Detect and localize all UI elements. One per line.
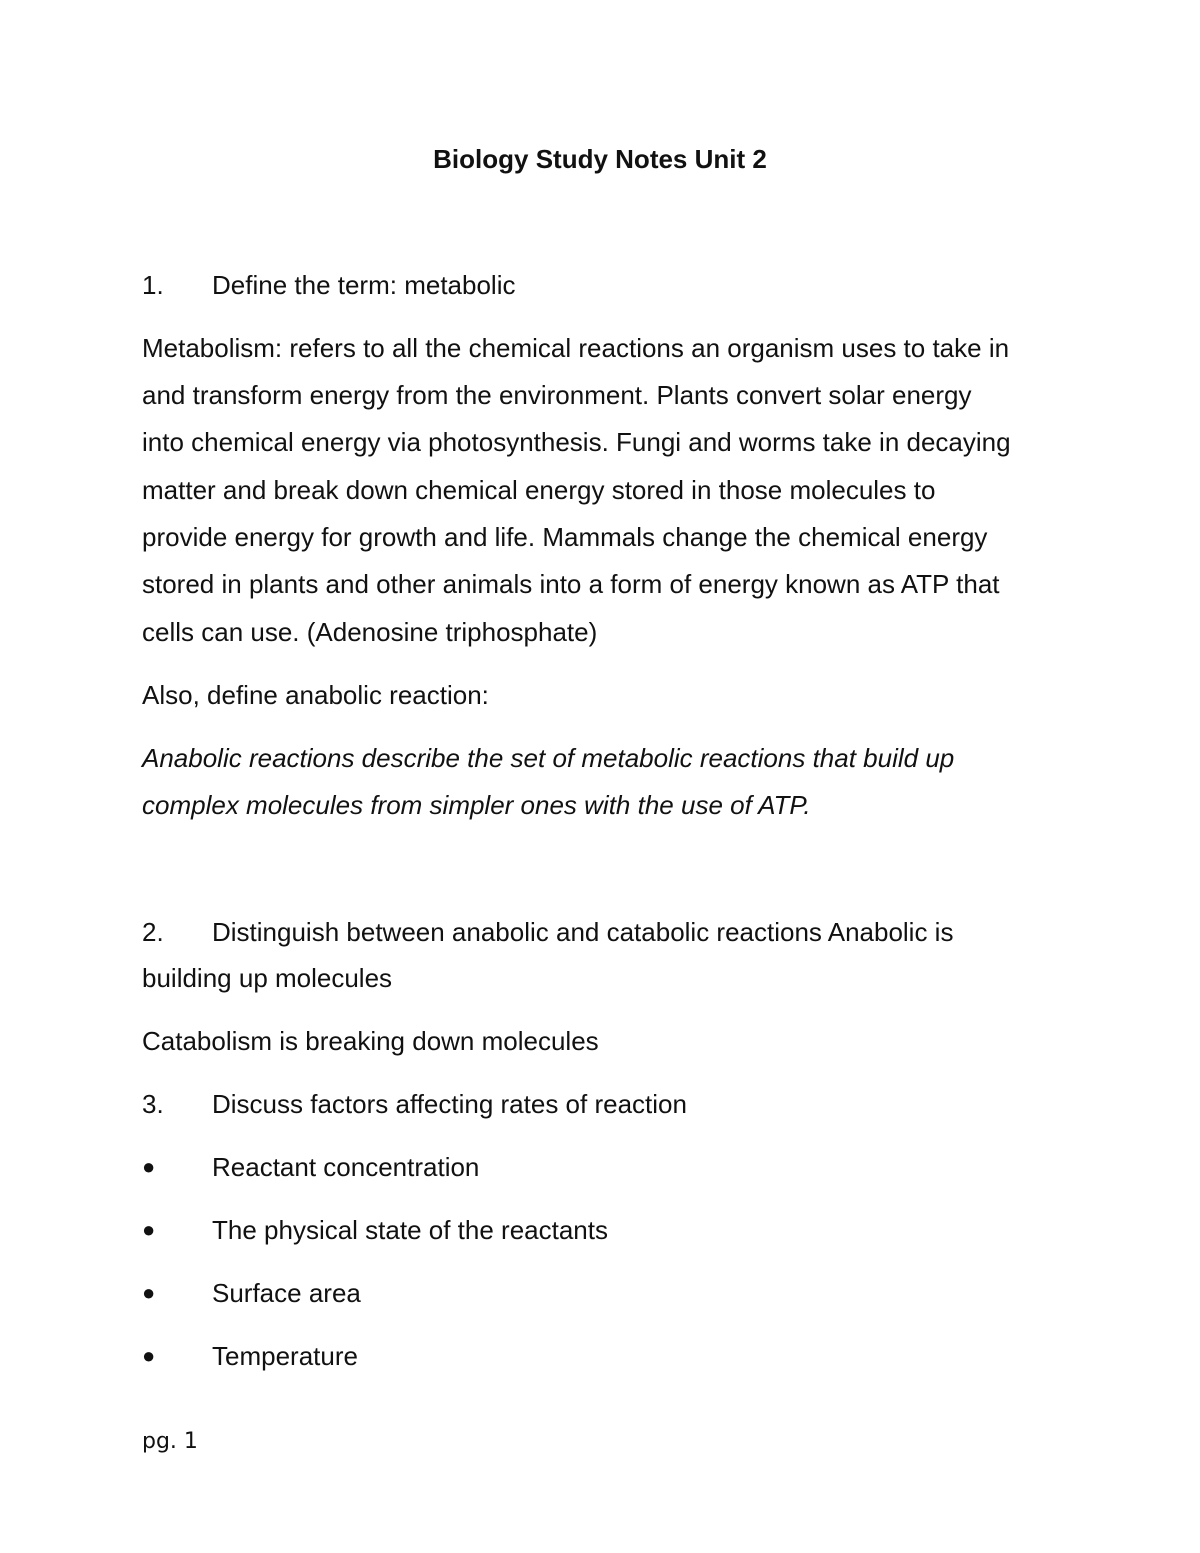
page-number: pg. 1: [142, 1429, 198, 1454]
factor-list-item: [142, 1213, 608, 1249]
factor-text: Surface area: [212, 1278, 361, 1308]
bullet-icon: ●: [142, 1217, 156, 1242]
document-title: Biology Study Notes Unit 2: [433, 144, 767, 174]
metabolism-paragraph-line: provide energy for growth and life. Mammals change the chemical energy: [142, 522, 988, 552]
factor-text: The physical state of the reactants: [212, 1215, 608, 1245]
factor-list-item: [142, 1150, 479, 1186]
metabolism-paragraph-line: Metabolism: refers to all the chemical reactions an organism uses to take in: [142, 333, 1010, 363]
question-3-number: 3.: [142, 1089, 164, 1119]
bullet-icon: ●: [142, 1154, 156, 1179]
question-2-number: 2.: [142, 917, 164, 947]
anabolic-definition-line: Anabolic reactions describe the set of metabolic reactions that build up: [142, 743, 955, 773]
question-1-number: 1.: [142, 270, 164, 300]
factor-text: Temperature: [212, 1341, 358, 1371]
factor-text: Reactant concentration: [212, 1152, 480, 1182]
question-1: [142, 268, 515, 302]
metabolism-paragraph-line: cells can use. (Adenosine triphosphate): [142, 617, 598, 647]
bullet-icon: ●: [142, 1280, 156, 1305]
metabolism-paragraph-line: stored in plants and other animals into a form of energy known as ATP that: [142, 569, 1000, 599]
metabolism-paragraph-line: and transform energy from the environment. Plants convert solar energy: [142, 380, 972, 410]
factor-list-item: [142, 1276, 361, 1312]
question-2-text: Distinguish between anabolic and catabolic reactions Anabolic is: [212, 917, 954, 947]
catabolism-line: Catabolism is breaking down molecules: [142, 1026, 599, 1056]
metabolism-paragraph-line: matter and break down chemical energy stored in those molecules to: [142, 475, 936, 505]
bullet-icon: ●: [142, 1343, 156, 1368]
anabolic-prompt: Also, define anabolic reaction:: [142, 680, 489, 710]
question-3: [142, 1087, 687, 1121]
question-2-continuation: building up molecules: [142, 963, 393, 993]
anabolic-definition-line: complex molecules from simpler ones with the use of ATP.: [142, 790, 811, 820]
metabolism-paragraph-line: into chemical energy via photosynthesis. Fungi and worms take in decaying: [142, 427, 1011, 457]
question-1-text: Define the term: metabolic: [212, 270, 516, 300]
question-2: [142, 915, 953, 949]
question-3-text: Discuss factors affecting rates of reaction: [212, 1089, 687, 1119]
factor-list-item: [142, 1339, 358, 1375]
